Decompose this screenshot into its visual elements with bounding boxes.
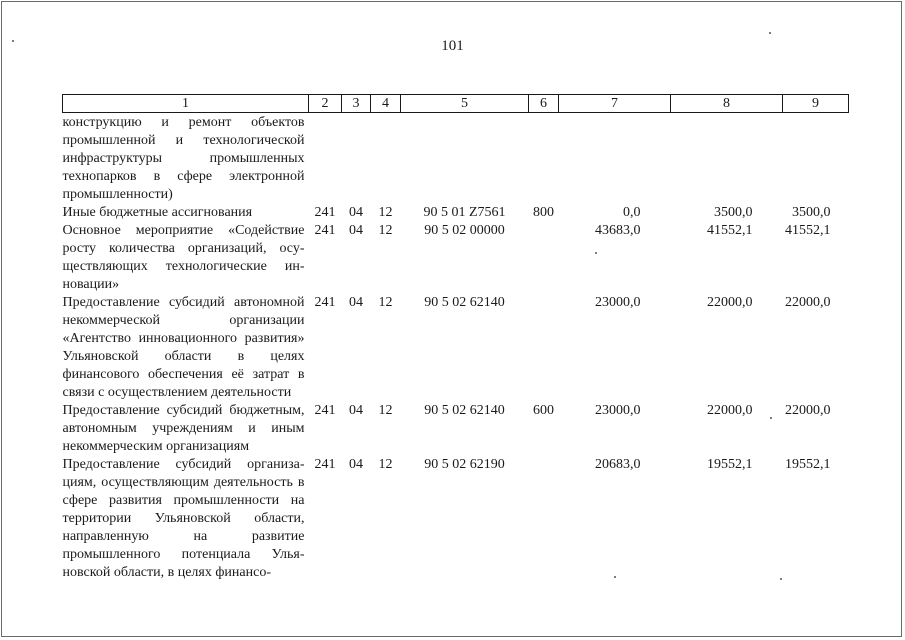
amount-cell <box>559 113 671 205</box>
subsection-cell: 12 <box>378 205 393 220</box>
ministry-cell: 241 <box>314 457 336 472</box>
column-header: 1 <box>63 95 309 113</box>
ministry-cell: 241 <box>314 205 336 220</box>
column-header: 2 <box>309 95 342 113</box>
table-row <box>63 294 849 402</box>
target-article-cell: 90 5 02 00000 <box>424 223 505 238</box>
ministry-cell: 241 <box>314 403 336 418</box>
amount-cell: 19552,1 <box>707 457 753 472</box>
row-name-cell: Предоставление субсидий автономной некоммерческой организации «Агентство инновационного развития» Ульяновской области в целях финансового обеспечения её затрат в связи с осуществлением деятельности <box>62 295 305 400</box>
amount-cell <box>671 113 783 205</box>
expense-type-cell <box>529 456 559 582</box>
subsection-cell: 12 <box>378 457 393 472</box>
section-cell: 04 <box>349 457 363 472</box>
subsection-cell <box>371 113 401 205</box>
target-article-cell: 90 5 01 Z7561 <box>423 205 506 220</box>
section-cell: 04 <box>349 223 363 238</box>
table-row <box>63 113 849 205</box>
target-article-cell: 90 5 02 62140 <box>424 295 505 310</box>
table-row <box>63 204 849 222</box>
section-cell <box>342 113 371 205</box>
target-article-cell <box>401 113 529 205</box>
target-article-cell: 90 5 02 62140 <box>424 403 505 418</box>
expense-type-cell: 600 <box>533 403 554 418</box>
expense-type-cell <box>529 113 559 205</box>
section-cell: 04 <box>349 403 363 418</box>
ministry-cell: 241 <box>314 223 336 238</box>
amount-cell: 20683,0 <box>595 457 641 472</box>
expense-type-cell <box>529 222 559 294</box>
scan-speck <box>12 40 14 42</box>
amount-cell: 41552,1 <box>707 223 753 238</box>
column-header: 3 <box>342 95 371 113</box>
table-row <box>63 456 849 582</box>
scan-speck <box>769 32 771 34</box>
amount-cell: 0,0 <box>623 205 641 220</box>
amount-cell: 23000,0 <box>595 403 641 418</box>
amount-cell: 3500,0 <box>714 205 753 220</box>
amount-cell: 22000,0 <box>785 403 831 418</box>
amount-cell: 22000,0 <box>707 295 753 310</box>
column-header: 5 <box>401 95 529 113</box>
subsection-cell: 12 <box>378 295 393 310</box>
subsection-cell: 12 <box>378 223 393 238</box>
column-header: 4 <box>371 95 401 113</box>
subsection-cell: 12 <box>378 403 393 418</box>
amount-cell: 19552,1 <box>785 457 831 472</box>
section-cell: 04 <box>349 205 363 220</box>
amount-cell: 22000,0 <box>785 295 831 310</box>
row-name-cell: Предоставление субсидий бюджетным, автономным учреждениям и иным некоммерческим организациям <box>62 403 305 454</box>
amount-cell: 23000,0 <box>595 295 641 310</box>
table-row <box>63 402 849 456</box>
section-cell: 04 <box>349 295 363 310</box>
amount-cell: 22000,0 <box>707 403 753 418</box>
ministry-cell: 241 <box>314 295 336 310</box>
row-name-cell: Предоставление субсидий организациям, осуществляющим деятельность в сфере развития промышленности на территории Ульяновской области, направленную на развитие промышленного потенциала Ульяновской области, в целях финансо- <box>62 457 305 580</box>
ministry-cell <box>309 113 342 205</box>
page-number: 101 <box>441 38 464 54</box>
table-row <box>63 222 849 294</box>
row-name-cell: конструкцию и ремонт объектов промышленной и технологической инфраструктуры промышленных технопарков в сфере электронной промышленности) <box>62 115 305 202</box>
row-name-cell: Иные бюджетные ассигнования <box>62 205 253 220</box>
expense-type-cell: 800 <box>533 205 554 220</box>
amount-cell: 41552,1 <box>785 223 831 238</box>
amount-cell: 3500,0 <box>792 205 831 220</box>
expense-type-cell <box>529 294 559 402</box>
amount-cell: 43683,0 <box>595 223 641 238</box>
amount-cell <box>783 113 849 205</box>
row-name-cell: Основное мероприятие «Содействие росту количества организаций, осуществляющих технологические инновации» <box>62 223 305 292</box>
column-header: 9 <box>783 95 849 113</box>
budget-table <box>62 94 849 582</box>
column-header: 8 <box>671 95 783 113</box>
target-article-cell: 90 5 02 62190 <box>424 457 505 472</box>
column-number-header <box>63 95 849 113</box>
column-header: 7 <box>559 95 671 113</box>
column-header: 6 <box>529 95 559 113</box>
